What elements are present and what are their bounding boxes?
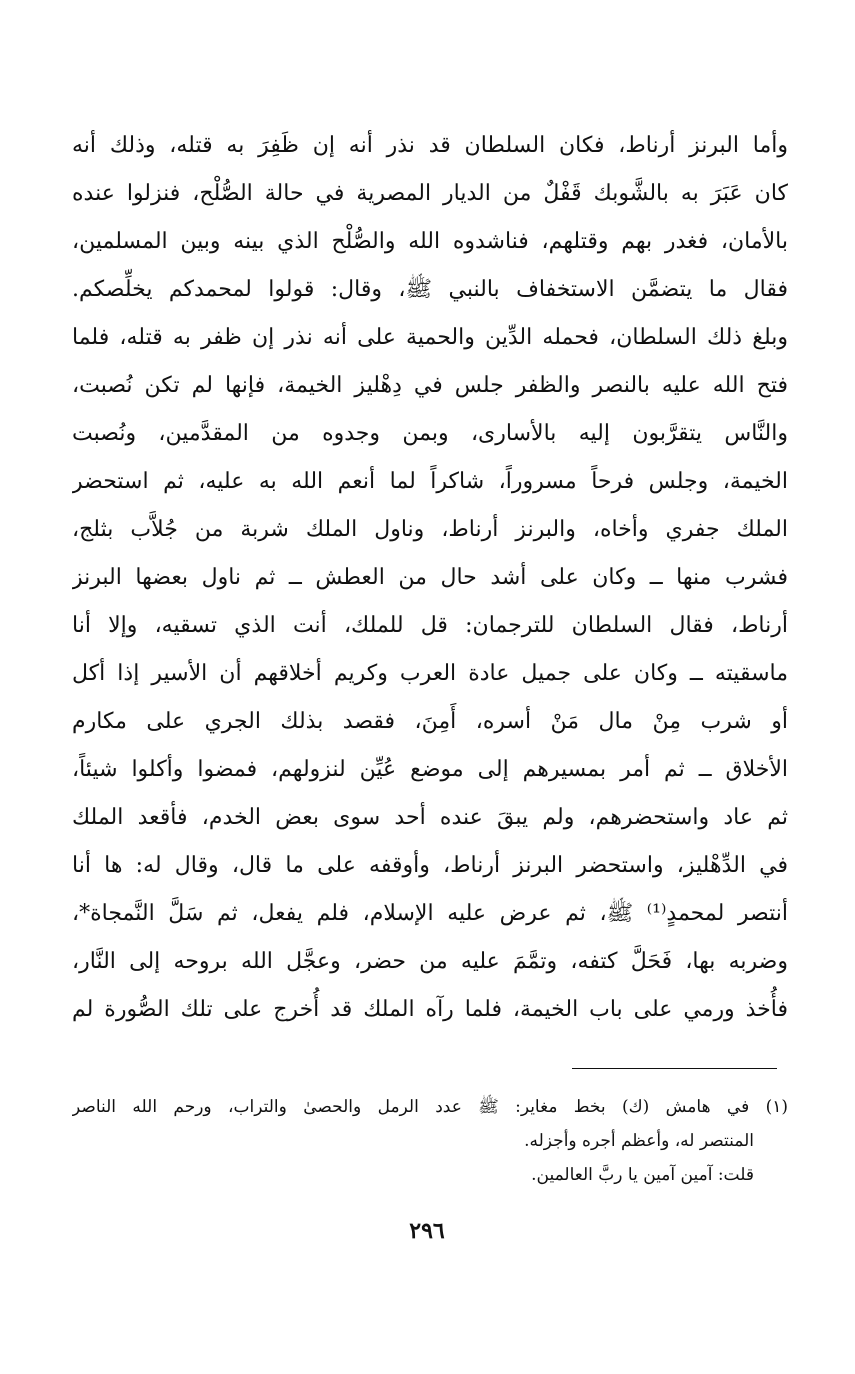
main-text <box>72 122 788 1034</box>
text-line: ثم عاد واستحضرهم، ولم يبقَ عنده أحد سوى بعض الخدم، فأقعد الملك <box>72 805 788 830</box>
text-line: الأخلاق ــ ثم أمر بمسيرهم إلى موضع عُيِّن لنزولهم، فمضوا وأكلوا شيئاً، <box>72 757 788 782</box>
text-line: أنتصر لمحمدٍ⁽¹⁾ ﷺ، ثم عرض عليه الإسلام، فلم يفعل، ثم سَلَّ النَّمجاة*، <box>72 901 788 926</box>
text-line: أرناط، فقال السلطان للترجمان: قل للملك، أنت الذي تسقيه، وإلا أنا <box>72 613 788 638</box>
text-line: الملك جفري وأخاه، والبرنز أرناط، وناول الملك شربة من جُلاَّب بثلج، <box>72 517 788 542</box>
text-line: والنَّاس يتقرَّبون إليه بالأسارى، وبمن وجدوه من المقدَّمين، ونُصبت <box>72 421 788 446</box>
text-line: وأما البرنز أرناط، فكان السلطان قد نذر أنه إن ظَفِرَ به قتله، وذلك أنه <box>72 133 788 158</box>
text-line: بالأمان، فغدر بهم وقتلهم، فناشدوه الله والصُّلْح الذي بينه وبين المسلمين، <box>72 229 788 254</box>
text-line: أو شرب مِنْ مال مَنْ أسره، أَمِنَ، فقصد بذلك الجري على مكارم <box>72 709 788 734</box>
footnote-line: المنتصر له، وأعظم أجره وأجزله. <box>524 1131 754 1151</box>
text-line: ماسقيته ــ وكان على جميل عادة العرب وكريم أخلاقهم أن الأسير إذا أكل <box>72 661 788 686</box>
footnote-line: (١) في هامش (ك) بخط مغاير: ﷺ عدد الرمل والحصىٰ والتراب، ورحم الله الناصر <box>72 1097 788 1117</box>
text-line: وضربه بها، فَحَلَّ كتفه، وتمَّمَ عليه من حضر، وعجَّل الله بروحه إلى النَّار، <box>72 949 788 974</box>
text-line: وبلغ ذلك السلطان، فحمله الدِّين والحمية على أنه نذر إن ظفر به قتله، فلما <box>72 325 788 350</box>
text-line: الخيمة، وجلس فرحاً مسروراً، شاكراً لما أنعم الله به عليه، ثم استحضر <box>72 469 788 494</box>
text-line: فتح الله عليه بالنصر والظفر جلس في دِهْليز الخيمة، فإنها لم تكن نُصبت، <box>72 373 788 398</box>
footnote-line: قلت: آمين آمين يا ربَّ العالمين. <box>531 1165 754 1185</box>
text-line: كان عَبَرَ به بالشَّوبك قَفْلٌ من الديار المصرية في حالة الصُّلْح، فنزلوا عنده <box>72 181 788 206</box>
footnote-divider <box>572 1068 777 1069</box>
page-number: ٢٩٦ <box>409 1218 445 1244</box>
footnotes <box>72 1090 788 1192</box>
text-line: فشرب منها ــ وكان على أشد حال من العطش ــ ثم ناول بعضها البرنز <box>72 565 788 590</box>
text-line: فأُخذ ورمي على باب الخيمة، فلما رآه الملك قد أُخرج على تلك الصُّورة لم <box>72 997 788 1022</box>
text-line: في الدِّهْليز، واستحضر البرنز أرناط، وأوقفه على ما قال، وقال له: ها أنا <box>72 853 788 878</box>
text-line: فقال ما يتضمَّن الاستخفاف بالنبي ﷺ، وقال: قولوا لمحمدكم يخلِّصكم. <box>72 277 788 302</box>
